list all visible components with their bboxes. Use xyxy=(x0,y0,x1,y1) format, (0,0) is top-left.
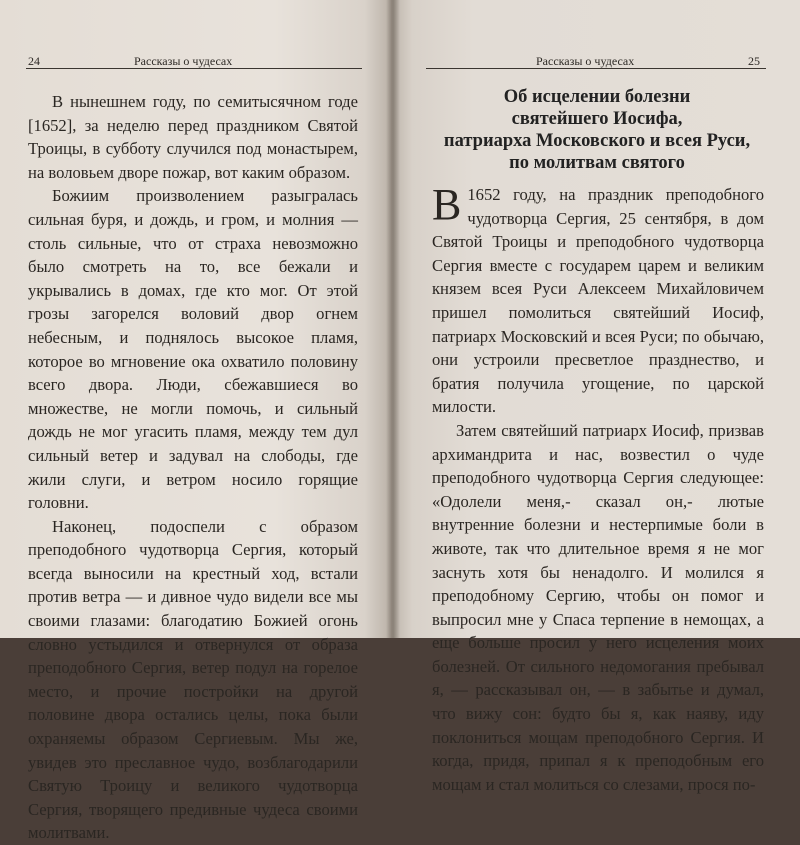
paragraph: В нынешнем году, по семитысячном годе [1652], за неделю перед праздником Святой Троицы, в субботу случился под монастырем, на воловьем дворе пожар, вот каким образом. xyxy=(28,92,358,182)
paragraph: Затем святейший патриарх Иосиф, призвав архимандрита и нас, возвестил о чуде преподобного чудотворца Сергия следующее: «Одолели меня,- сказал он,- лютые внутренние болезни и нестерпимые боли в животе, так что длительное время я не мог заснуть хотя бы ненадолго. И молился я преподобному Сергию, чтобы он помог и выпросил мне у Спаса терпение в немощах, а еще больше просил у него исцеления моих болезней. От сильного недомогания пребывал я, — рассказывал он, — в забытье и думал, что вижу сон: будто бы я, как наяву, иду поклониться мощам преподобного Сергия. И когда, придя, припал я к преподобным его мощам и стал молиться со слезами, прося по- xyxy=(432,420,764,794)
drop-cap: В xyxy=(432,180,462,229)
left-page-body xyxy=(28,90,358,845)
title-line: святейшего Иосифа, xyxy=(511,109,683,129)
title-line: Об исцелении болезни xyxy=(503,87,691,107)
running-head-right: Рассказы о чудесах xyxy=(536,54,635,68)
page-number-right: 25 xyxy=(748,54,760,68)
right-page-body xyxy=(432,180,764,796)
right-page xyxy=(392,0,800,794)
paragraph: Наконец, подоспели с образом преподобного чудотворца Сергия, который всегда выносили на крестный ход, встали против ветра — и дивное чудо видели все мы своими глазами: благодатию Божией огонь словно устыдился и отвернулся от образа преподобного Сергия, ветер подул на горелое место, и прочие постройки на другой половине двора остались целы, пока были охраняемы образом Сергиевым. Мы же, увидев это преславное чудо, возблагодарили Святую Троицу и великого чудотворца Сергия, творящего предивные чудеса своими молитвами. xyxy=(28,516,358,843)
header-rule-right xyxy=(426,68,766,69)
paragraph-text: 1652 году, на праздник преподобного чудотворца Сергия, 25 сентября, в дом Святой Троицы и преподобного чудотворца Сергия вместе с государем царем и великим князем всея Руси Алексеем Михайловичем пришел помолиться святейший Иосиф, патриарх Московский и всея Руси; по обычаю, они устроили пресветлое празднество, и братия получила угощение, по царской милости. xyxy=(432,185,764,417)
paragraph xyxy=(432,180,764,419)
chapter-title xyxy=(422,86,772,174)
left-page xyxy=(0,0,392,843)
paragraph: Божиим произволением разыгралась сильная буря, и дождь, и гром, и молния — столь сильные, что от страха невозможно было смотреть на то, все бежали и укрывались в домах, где кто мог. От этой грозы загорелся воловий двор огнем небесным, и поднялось высокое пламя, которое во мгновение ока охватило половину всего двора. Люди, сбежавшиеся во множестве, не могли помочь, и сильный дождь не мог угасить пламя, между тем дул сильный ветер и задувал на слободы, где жили слуги, и ветром носило горящие головни. xyxy=(28,186,358,513)
running-head-left: Рассказы о чудесах xyxy=(134,54,233,68)
page-number-left: 24 xyxy=(28,54,40,68)
title-line: по молитвам святого xyxy=(509,153,685,173)
book-gutter xyxy=(386,0,400,638)
title-line: патриарха Московского и всея Руси, xyxy=(443,131,751,151)
header-rule-left xyxy=(26,68,362,69)
